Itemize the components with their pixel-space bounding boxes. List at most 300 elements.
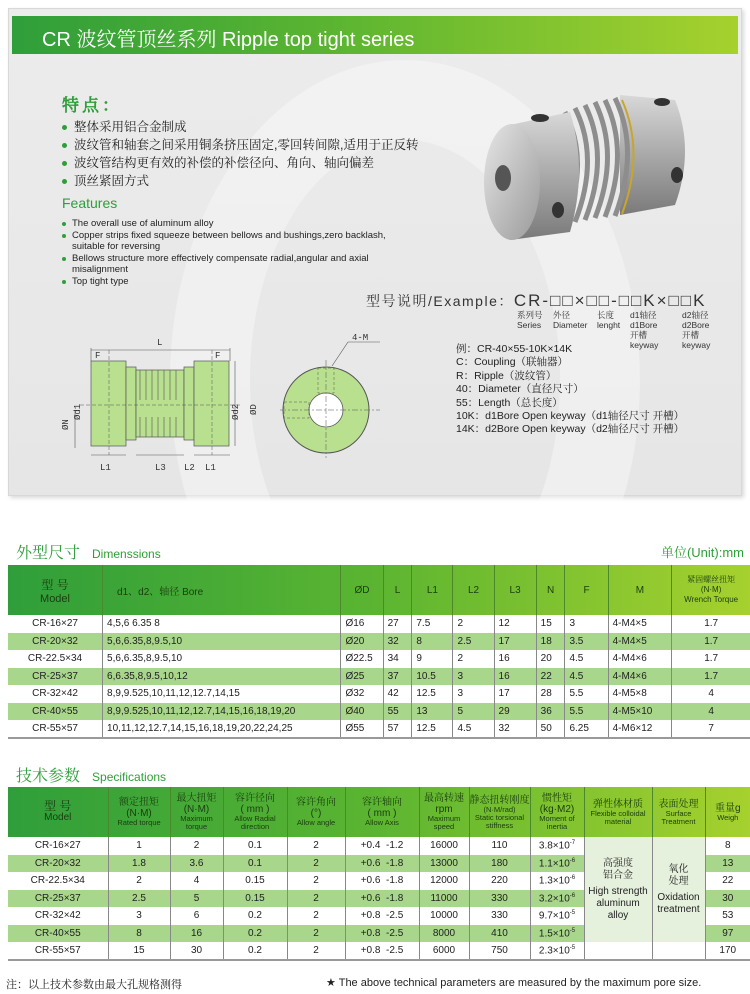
header-en: Rated torque (117, 818, 161, 827)
specifications-title-cn: 技术参数 (16, 768, 81, 785)
cell-L3: 29 (494, 703, 536, 721)
cell-stiffness: 330 (469, 890, 530, 908)
example-code: CR-□□×□□-□□K×□□K (513, 291, 707, 310)
dim-label: L1 (100, 463, 111, 470)
dim-label: L3 (155, 463, 166, 470)
cell-L1: 8 (412, 633, 453, 651)
label-cn: 外径 (553, 310, 571, 320)
cell-weight: 8 (705, 837, 750, 855)
col-header-L2: L2 (453, 565, 494, 615)
axial-plus: +0.8 (360, 927, 381, 939)
example-explanation (456, 343, 684, 437)
cell-model: CR-20×32 (8, 633, 103, 651)
model-code-example (366, 291, 706, 311)
cell-F: 6.25 (565, 720, 608, 738)
inertia-exp: -5 (569, 927, 576, 934)
cell-axial (345, 907, 419, 925)
dimensions-table (8, 565, 750, 739)
cell-radial: 0.2 (223, 907, 287, 925)
header-cn: 紧固螺丝扭矩 (687, 575, 736, 584)
cell-rated: 1.8 (108, 855, 170, 873)
cell-model: CR-32×42 (34, 910, 81, 922)
col-header-material (584, 787, 652, 837)
cell-L2: 2 (453, 615, 494, 633)
cell-material-empty (584, 942, 652, 960)
cell-stiffness: 330 (469, 907, 530, 925)
cell-angle: 2 (287, 837, 345, 855)
example-line: 例：CR-40×55-10K×14K (456, 343, 573, 355)
specifications-title-en: Specifications (92, 770, 167, 784)
col-header-D: ØD (341, 565, 383, 615)
cell-weight: 13 (705, 855, 750, 873)
axial-minus: -2.5 (386, 927, 404, 939)
header-en: Flexible colloidal material (590, 808, 646, 826)
label-en2: keyway (682, 340, 711, 350)
cell-radial: 0.1 (223, 855, 287, 873)
label-cn: d1轴径 (630, 310, 657, 320)
example-line: 55：Length（总长度） (456, 396, 563, 409)
header-cn: 重量g (714, 802, 741, 814)
cell-L1: 12.5 (412, 720, 453, 738)
inertia-exp: -6 (569, 875, 576, 882)
header-cn: 容许角向 (296, 797, 336, 808)
axial-minus: -1.8 (386, 857, 404, 869)
feature-en-item: Top tight type (62, 276, 402, 288)
label-cn: 长度 (597, 310, 615, 320)
cell-L: 34 (383, 650, 412, 668)
header-unit: ( mm ) (240, 804, 270, 815)
cell-bore: 8,9,9.525,10,11,12,12.7,14,15 (103, 685, 341, 703)
cell-speed: 10000 (419, 907, 469, 925)
inertia-exp: -5 (569, 944, 576, 951)
cell-weight: 170 (705, 942, 750, 960)
cell-model: CR-32×42 (32, 688, 78, 700)
title-banner (12, 16, 738, 54)
header-unit: (°) (310, 808, 322, 819)
cell-L2: 5 (453, 703, 494, 721)
coupling-product-image (470, 90, 700, 250)
col-header-F: F (565, 565, 608, 615)
cell-L: 37 (383, 668, 412, 686)
dim-label: 4-M (352, 333, 369, 343)
cell-bore: 4,5,6 6.35 8 (103, 615, 341, 633)
table-row (8, 668, 750, 686)
col-header-weight (705, 787, 750, 837)
col-header-speed (419, 787, 469, 837)
cell-max: 2 (170, 837, 223, 855)
header-cn: 表面处理 (658, 798, 699, 810)
table-row (8, 837, 750, 855)
cell-rated: 8 (108, 925, 170, 943)
cell-stiffness: 110 (469, 837, 530, 855)
cell-speed: 16000 (419, 837, 469, 855)
inertia-base: 3.2×10 (538, 892, 570, 904)
cell-max: 3.6 (170, 855, 223, 873)
cell-N: 15 (536, 615, 565, 633)
dimensions-title-en: Dimenssions (92, 547, 161, 561)
inertia-exp: -7 (569, 840, 576, 847)
axial-plus: +0.6 (360, 875, 381, 887)
cell-M: 4-M4×6 (608, 668, 672, 686)
cell-D: Ø55 (341, 720, 383, 738)
col-header-stiffness (469, 787, 530, 837)
table-row (8, 942, 750, 960)
feature-cn-item: 顶丝紧固方式 (62, 172, 418, 190)
cell-weight: 97 (705, 925, 750, 943)
example-line: R：Ripple（波纹管） (456, 369, 557, 382)
header-cn: 型 号 (44, 799, 72, 813)
table-header-row (8, 565, 750, 615)
cell-model: CR-22.5×34 (30, 875, 85, 887)
cell-torque: 4 (672, 685, 750, 703)
cell-inertia (530, 837, 584, 855)
dim-label: Ød1 (73, 403, 83, 420)
cell-weight: 53 (705, 907, 750, 925)
features-cn-heading: 特点： (62, 96, 122, 115)
cell-radial: 0.15 (223, 872, 287, 890)
cell-L2: 2 (453, 650, 494, 668)
example-line: 10K：d1Bore Open keyway（d1轴径尺寸 开槽） (456, 410, 685, 423)
axial-minus: -1.8 (386, 892, 404, 904)
cell-inertia (530, 925, 584, 943)
cell-model: CR-55×57 (8, 720, 103, 738)
cell-N: 36 (536, 703, 565, 721)
cell-torque: 1.7 (672, 633, 750, 651)
col-header-model (8, 565, 103, 615)
cell-speed: 11000 (419, 890, 469, 908)
cell-radial: 0.15 (223, 890, 287, 908)
cell-D: Ø22.5 (341, 650, 383, 668)
cell-L2: 3 (453, 668, 494, 686)
col-header-L3: L3 (494, 565, 536, 615)
header-en: Allow angle (296, 818, 336, 827)
table-row (8, 703, 750, 721)
cell-L: 55 (383, 703, 412, 721)
dimensions-heading (16, 540, 161, 563)
cell-M: 4-M4×6 (608, 650, 672, 668)
cell-inertia (530, 890, 584, 908)
cell-model: CR-25×37 (8, 668, 103, 686)
axial-plus: +0.4 (360, 840, 381, 852)
cell-bore: 8,9,9.525,10,11,12,12.7,14,15,16,18,19,20 (103, 703, 341, 721)
cell-axial (345, 925, 419, 943)
dim-label: ØD (249, 404, 259, 415)
surface-en: Oxidation treatment (657, 891, 700, 915)
header-en: Allow Axis (365, 818, 399, 827)
inertia-base: 3.8×10 (538, 840, 570, 852)
cell-angle: 2 (287, 925, 345, 943)
table-row (8, 633, 750, 651)
label-en: Diameter (553, 320, 588, 330)
cell-L1: 10.5 (412, 668, 453, 686)
col-header-surface (652, 787, 705, 837)
label-cn2: 开槽 (682, 330, 700, 340)
cell-N: 28 (536, 685, 565, 703)
header-cn: 弹性体材质 (593, 798, 643, 810)
cell-model: CR-22.5×34 (27, 653, 83, 665)
table-row (8, 685, 750, 703)
cell-L3: 32 (494, 720, 536, 738)
cell-inertia (530, 872, 584, 890)
label-en: lenght (597, 320, 621, 330)
cell-model: CR-40×55 (8, 925, 108, 943)
cell-surface (652, 837, 705, 942)
cell-bore: 5,6,6.35,8,9.5,10 (103, 650, 341, 668)
cell-stiffness: 220 (469, 872, 530, 890)
label-en: Series (517, 320, 542, 330)
cell-inertia (530, 907, 584, 925)
header-cn: 额定扭矩 (119, 797, 159, 808)
header-cn: 容许径向 (235, 793, 275, 804)
cell-model: CR-55×57 (8, 942, 108, 960)
cell-rated: 15 (108, 942, 170, 960)
col-header-rated-torque (108, 787, 170, 837)
col-header-torque (672, 565, 750, 615)
cell-axial (345, 890, 419, 908)
cell-N: 22 (536, 668, 565, 686)
axial-minus: -1.8 (386, 875, 404, 887)
cell-M: 4-M6×12 (608, 720, 672, 738)
end-view-drawing (280, 330, 390, 460)
header-unit: ( mm ) (367, 808, 397, 819)
cell-rated: 3 (108, 907, 170, 925)
dim-label: L2 (184, 463, 195, 470)
header-unit: (N·M) (126, 808, 152, 819)
cell-torque: 1.7 (672, 668, 750, 686)
header-en: Model (44, 812, 72, 823)
features-en-heading: Features (62, 195, 118, 211)
col-header-bore: d1、d2、轴径 Bore (103, 565, 341, 615)
cell-D: Ø20 (341, 633, 383, 651)
cell-L2: 2.5 (453, 633, 494, 651)
cell-torque: 7 (672, 720, 750, 738)
label-cn2: 开槽 (630, 330, 648, 340)
feature-cn-item: 波纹管和轴套之间采用铜条挤压固定,零回转间隙,适用于正反转 (62, 136, 418, 154)
cell-radial: 0.1 (223, 837, 287, 855)
cell-L3: 17 (494, 633, 536, 651)
cell-max: 16 (170, 925, 223, 943)
feature-en-item: Bellows structure more effectively compensate radial,angular and axial misalignment (62, 253, 402, 276)
header-en: Moment of inertia (539, 814, 575, 831)
col-header-angle (287, 787, 345, 837)
axial-plus: +0.8 (360, 910, 381, 922)
cell-axial (345, 942, 419, 960)
cell-torque: 1.7 (672, 650, 750, 668)
features-en-list (62, 218, 402, 287)
header-cn: 容许轴向 (362, 797, 402, 808)
code-label-length (597, 310, 620, 330)
cell-F: 5.5 (565, 685, 608, 703)
cell-D: Ø40 (341, 703, 383, 721)
cell-D: Ø16 (341, 615, 383, 633)
cell-axial (345, 872, 419, 890)
cell-speed: 12000 (419, 872, 469, 890)
label-en: d2Bore (682, 320, 710, 330)
cell-L3: 12 (494, 615, 536, 633)
cell-model: CR-40×55 (8, 703, 103, 721)
header-en: Model (40, 592, 70, 605)
axial-plus: +0.6 (360, 857, 381, 869)
cell-F: 4.5 (565, 668, 608, 686)
unit-label: 单位(Unit):mm (660, 545, 744, 560)
inertia-exp: -6 (569, 857, 576, 864)
cell-model: CR-25×37 (8, 890, 108, 908)
cell-L3: 16 (494, 668, 536, 686)
specifications-table (8, 787, 750, 961)
col-header-max-torque (170, 787, 223, 837)
label-cn: 系列号 (517, 310, 543, 320)
feature-cn-item: 波纹管结构更有效的补偿的补偿径向、角向、轴向偏差 (62, 154, 418, 172)
cell-max: 6 (170, 907, 223, 925)
cell-bore: 6,6.35,8,9.5,10,12 (103, 668, 341, 686)
header-en: Maximum speed (427, 814, 461, 831)
cell-stiffness: 750 (469, 942, 530, 960)
example-line: 14K：d2Bore Open keyway（d2轴径尺寸 开槽） (456, 423, 685, 436)
cell-max: 4 (170, 872, 223, 890)
cell-D: Ø25 (341, 668, 383, 686)
header-en: Static torsional stiffness (474, 812, 525, 830)
header-cn: 最高转速 (424, 793, 464, 804)
table-row (8, 650, 750, 668)
cell-F: 3.5 (565, 633, 608, 651)
inertia-base: 1.1×10 (538, 857, 570, 869)
cell-angle: 2 (287, 890, 345, 908)
cell-speed: 6000 (419, 942, 469, 960)
inertia-exp: -6 (569, 892, 576, 899)
header-cn: 型 号 (41, 577, 69, 592)
cell-inertia (530, 855, 584, 873)
axial-minus: -2.5 (386, 944, 404, 956)
cell-angle: 2 (287, 855, 345, 873)
dim-label: L (157, 338, 163, 348)
cell-L: 32 (383, 633, 412, 651)
label-cn: d2轴径 (682, 310, 709, 320)
cell-torque: 4 (672, 703, 750, 721)
cell-L1: 13 (412, 703, 453, 721)
cell-max: 5 (170, 890, 223, 908)
dim-label: F (215, 351, 221, 361)
cell-surface-empty (652, 942, 705, 960)
cell-L2: 3 (453, 685, 494, 703)
cell-angle: 2 (287, 942, 345, 960)
cell-speed: 8000 (419, 925, 469, 943)
cell-L1: 7.5 (412, 615, 453, 633)
header-unit: (kg·M2) (539, 804, 575, 815)
code-label-diameter (553, 310, 587, 330)
col-header-L: L (383, 565, 412, 615)
surface-cn: 氧化处理 (668, 863, 689, 887)
cell-D: Ø32 (341, 685, 383, 703)
header-unit: (N·M) (700, 585, 722, 594)
header-cn: 最大扭矩 (176, 793, 217, 804)
header-en: Wrench Torque (684, 595, 739, 604)
cell-M: 4-M4×5 (608, 633, 672, 651)
cell-axial (345, 855, 419, 873)
cell-angle: 2 (287, 907, 345, 925)
header-unit: rpm (435, 804, 453, 815)
col-header-N: N (536, 565, 565, 615)
cell-bore: 10,11,12,12.7,14,15,16,18,19,20,22,24,25 (103, 720, 341, 738)
header-en: Weigh (717, 812, 739, 822)
cell-M: 4-M4×5 (608, 615, 672, 633)
cell-stiffness: 410 (469, 925, 530, 943)
label-en2: keyway (630, 340, 659, 350)
dimensions-title-cn: 外型尺寸 (16, 545, 81, 562)
cell-L1: 12.5 (412, 685, 453, 703)
cell-inertia (530, 942, 584, 960)
dim-label: F (95, 351, 101, 361)
table-header-row (8, 787, 750, 837)
axial-plus: +0.8 (360, 944, 381, 956)
dim-label: L1 (205, 463, 216, 470)
cell-rated: 2.5 (108, 890, 170, 908)
cell-L3: 16 (494, 650, 536, 668)
features-cn-list (62, 118, 418, 190)
col-header-inertia (530, 787, 584, 837)
table-row (8, 615, 750, 633)
cell-L2: 4.5 (453, 720, 494, 738)
cell-radial: 0.2 (223, 942, 287, 960)
cell-axial (345, 837, 419, 855)
col-header-axial (345, 787, 419, 837)
cell-L3: 17 (494, 685, 536, 703)
cell-weight: 22 (705, 872, 750, 890)
cell-M: 4-M5×8 (608, 685, 672, 703)
cell-F: 5.5 (565, 703, 608, 721)
cell-M: 4-M5×10 (608, 703, 672, 721)
specifications-heading (16, 763, 166, 786)
example-prefix: 型号说明/Example： (366, 293, 514, 309)
example-line: C：Coupling（联轴器） (456, 356, 569, 369)
cell-rated: 2 (108, 872, 170, 890)
cell-F: 4.5 (565, 650, 608, 668)
feature-en-item: Copper strips fixed squeeze between bellows and bushings,zero backlash, suitable for reversing (62, 230, 402, 253)
material-cn: 高强度铝合金 (603, 857, 633, 881)
cell-bore: 5,6,6.35,8,9.5,10 (103, 633, 341, 651)
cell-L: 42 (383, 685, 412, 703)
col-header-L1: L1 (412, 565, 453, 615)
footnote-en: ★ The above technical parameters are measured by the maximum pore size. (326, 977, 702, 989)
dim-label: Ød2 (231, 403, 241, 420)
cell-speed: 13000 (419, 855, 469, 873)
cell-stiffness: 180 (469, 855, 530, 873)
page-title: CR 波纹管顶丝系列 Ripple top tight series (42, 29, 415, 51)
side-view-drawing (60, 320, 260, 470)
header-cn: 惯性矩 (542, 793, 572, 804)
header-en: Maximum torque (180, 814, 213, 831)
example-line: 40：Diameter（直径尺寸） (456, 383, 584, 396)
cell-model: CR-16×27 (34, 840, 81, 852)
cell-L: 57 (383, 720, 412, 738)
label-en: d1Bore (630, 320, 658, 330)
inertia-base: 2.3×10 (538, 944, 570, 956)
cell-F: 3 (565, 615, 608, 633)
cell-L1: 9 (412, 650, 453, 668)
code-label-d2 (682, 310, 710, 350)
feature-cn-item: 整体采用铝合金制成 (62, 118, 418, 136)
cell-model: CR-16×27 (32, 618, 78, 630)
cell-L: 27 (383, 615, 412, 633)
footnote-cn: 注：以上技术参数由最大孔规格测得 (6, 979, 182, 991)
inertia-exp: -5 (569, 910, 576, 917)
material-en: High strength aluminum alloy (588, 885, 648, 921)
cell-N: 50 (536, 720, 565, 738)
axial-minus: -1.2 (386, 840, 404, 852)
feature-en-item: The overall use of aluminum alloy (62, 218, 402, 230)
cell-rated: 1 (108, 837, 170, 855)
header-cn: 静态扭转刚度 (469, 794, 530, 806)
col-header-M: M (608, 565, 672, 615)
